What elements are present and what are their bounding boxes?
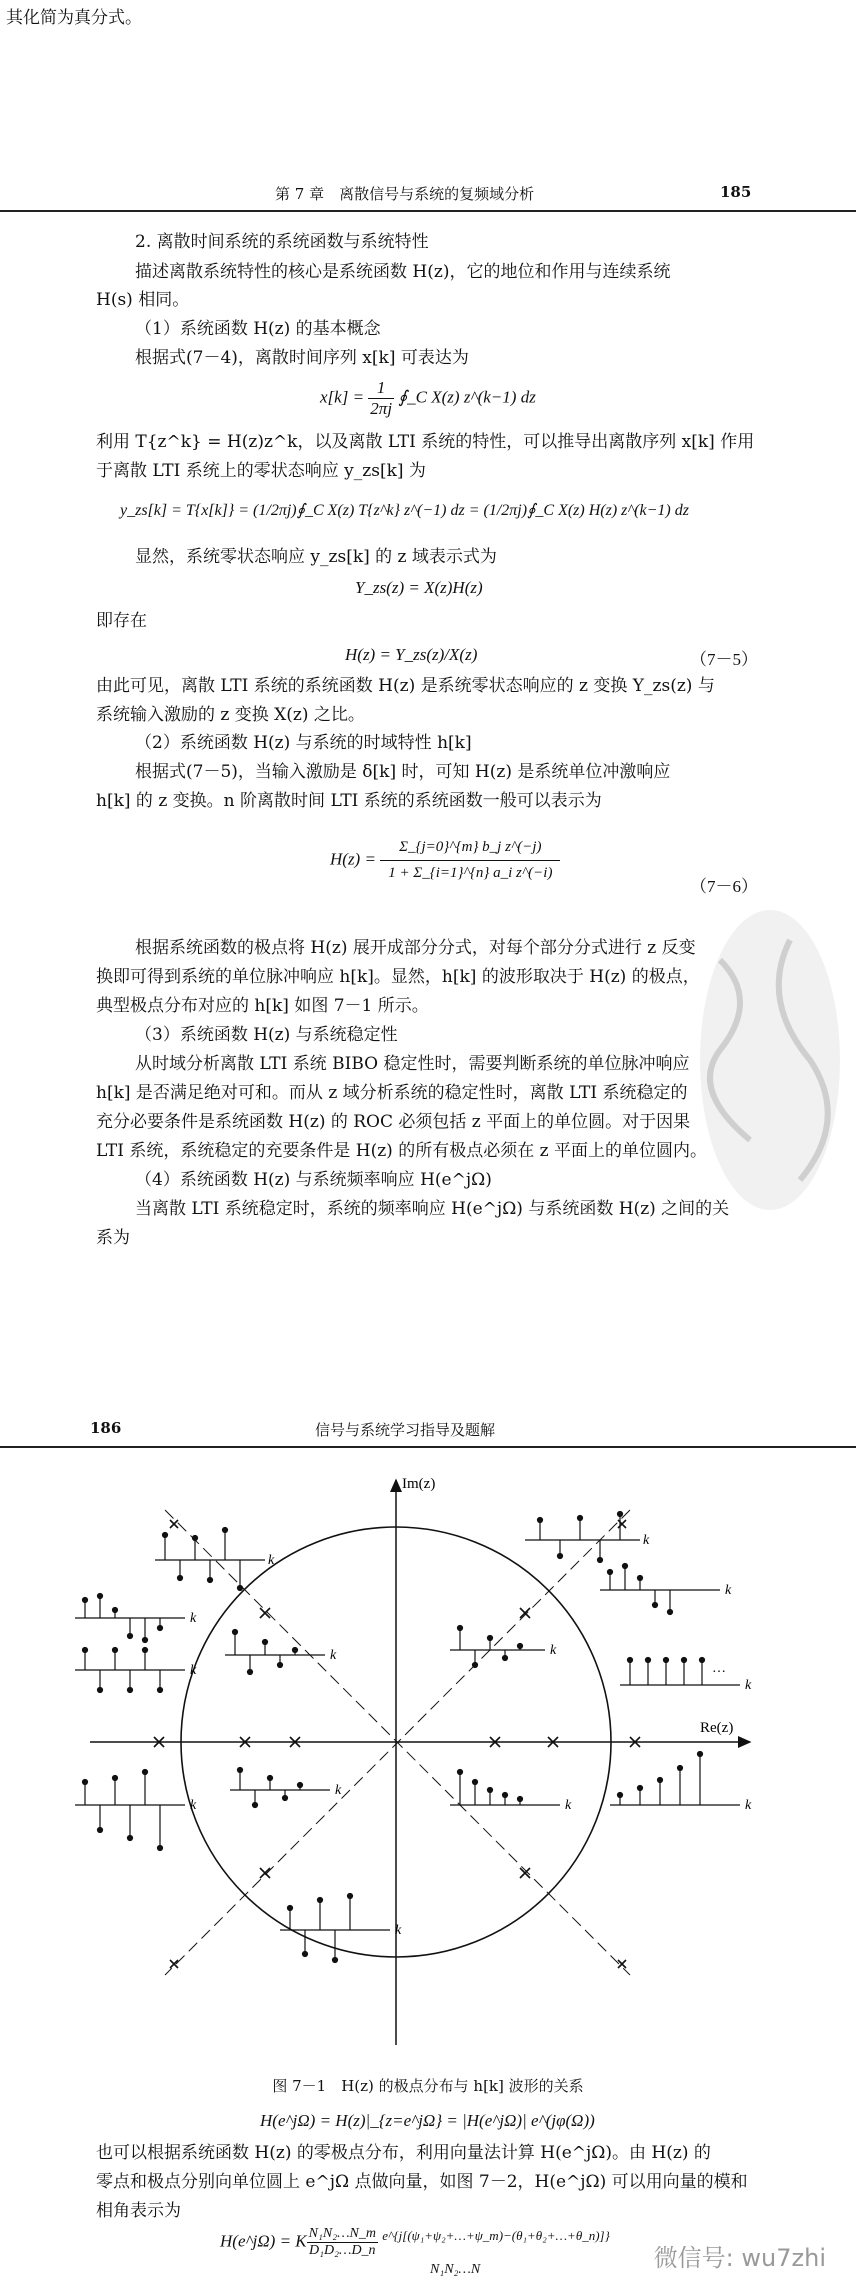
k-label-11: k [745, 1798, 752, 1813]
paragraph-11-line-3: 相角表示为 [96, 2201, 181, 2221]
page-185-number: 185 [720, 183, 752, 201]
equation-last-fragment: N₁N₂…N [430, 2262, 481, 2277]
stamp-watermark-graphic [680, 900, 850, 1220]
equation-7-6-fraction [380, 835, 560, 886]
ellipsis-label: … [712, 1661, 726, 1676]
paragraph-9-line-4: LTI 系统，系统稳定的充要条件是 H(z) 的所有极点必须在 z 平面上的单位圆内。 [96, 1141, 707, 1161]
equation-xk-rhs: ∮_C X(z) z^(k−1) dz [398, 387, 536, 407]
equation-7-6-denominator: 1 + Σ_{i=1}^{n} a_i z^(−i) [388, 865, 553, 881]
equation-yzs: y_zs[k] = T{x[k]} = (1/2πj)∮_C X(z) T{z^k} z^(−1) dz = (1/2πj)∮_C X(z) H(z) z^(k−1) dz [120, 502, 689, 519]
k-axis-labels [190, 1533, 752, 1938]
equation-xk-fraction [368, 378, 394, 419]
equation-vector-numerator: N₁N₂…N_m [308, 2226, 376, 2241]
figure-caption: 图 7－1 H(z) 的极点分布与 h[k] 波形的关系 [272, 2077, 584, 2095]
page-gap-2 [0, 1260, 856, 1410]
top-fragment: 其化简为真分式。 [6, 8, 142, 28]
paragraph-1-line-2: H(s) 相同。 [96, 290, 190, 310]
paragraph-3-line-1: 利用 T{z^k} = H(z)z^k，以及离散 LTI 系统的特性，可以推导出离散序列 x[k] 作用 [96, 432, 755, 452]
equation-xk-frac-num: 1 [368, 378, 394, 399]
k-label-5: k [190, 1798, 197, 1813]
subsection-2-title: （2）系统函数 H(z) 与系统的时域特性 h[k] [135, 733, 472, 753]
equation-7-6 [330, 835, 560, 886]
equation-7-5-number: （7－5） [690, 650, 758, 669]
equation-xk [320, 378, 536, 419]
paragraph-11-line-1: 也可以根据系统函数 H(z) 的零极点分布，利用向量法计算 H(e^jΩ)。由 H(z) 的 [96, 2143, 711, 2163]
paragraph-9-line-2: h[k] 是否满足绝对可和。而从 z 域分析系统的稳定性时，离散 LTI 系统稳定的 [96, 1083, 688, 1103]
paragraph-8-line-1: 根据系统函数的极点将 H(z) 展开成部分分式，对每个部分分式进行 z 反变 [135, 938, 696, 958]
equation-Yzs: Y_zs(z) = X(z)H(z) [355, 578, 483, 597]
k-label-9: k [565, 1798, 572, 1813]
equation-vector-fraction [307, 2226, 378, 2259]
k-label-1: k [268, 1553, 275, 1568]
imag-axis-label: Im(z) [402, 1476, 436, 1492]
paragraph-3-line-2: 于离散 LTI 系统上的零状态响应 y_zs[k] 为 [96, 461, 426, 481]
page-186-header-title: 信号与系统学习指导及题解 [315, 1421, 496, 1439]
equation-vector-denominator: D₁D₂…D_n [309, 2243, 376, 2258]
paragraph-1-line-1: 描述离散系统特性的核心是系统函数 H(z)，它的地位和作用与连续系统 [135, 262, 671, 282]
equation-xk-frac-den: 2πj [370, 399, 393, 418]
equation-7-6-lhs: H(z) = [330, 849, 381, 869]
k-label-10: k [745, 1678, 752, 1693]
equation-vector-form [220, 2226, 610, 2259]
section-2-title: 2. 离散时间系统的系统函数与系统特性 [135, 232, 429, 252]
equation-7-6-number: （7－6） [690, 877, 758, 896]
equation-frequency-response: H(e^jΩ) = H(z)|_{z=e^jΩ} = |H(e^jΩ)| e^(jφ(Ω)) [260, 2111, 595, 2130]
k-label-7: k [330, 1648, 337, 1663]
paragraph-6-line-2: 系统输入激励的 z 变换 X(z) 之比。 [96, 705, 365, 725]
equation-vector-lhs: H(e^jΩ) = K [220, 2231, 307, 2251]
paragraph-7-line-2: h[k] 的 z 变换。n 阶离散时间 LTI 系统的系统函数一般可以表示为 [96, 791, 602, 811]
k-label-12: k [725, 1583, 732, 1598]
header-rule-186 [0, 1446, 856, 1448]
equation-xk-lhs: x[k] = [320, 387, 369, 407]
paragraph-4: 显然，系统零状态响应 y_zs[k] 的 z 域表示式为 [135, 547, 497, 567]
k-label-8: k [550, 1643, 557, 1658]
impulse-response-sketches [75, 1512, 740, 1963]
paragraph-6-line-1: 由此可见，离散 LTI 系统的系统函数 H(z) 是系统零状态响应的 z 变换 Y_zs(z) 与 [96, 676, 715, 696]
subsection-4-title: （4）系统函数 H(z) 与系统频率响应 H(e^jΩ) [135, 1170, 492, 1190]
equation-7-5: H(z) = Y_zs(z)/X(z) [345, 645, 478, 664]
subsection-3-title: （3）系统函数 H(z) 与系统稳定性 [135, 1025, 398, 1045]
paragraph-10-line-2: 系为 [96, 1228, 130, 1248]
paragraph-8-line-3: 典型极点分布对应的 h[k] 如图 7－1 所示。 [96, 996, 429, 1016]
k-label-6: k [335, 1783, 342, 1798]
equation-vector-exponent: e^{j[(ψ₁+ψ₂+…+ψ_m)−(θ₁+θ₂+…+θ_n)]} [382, 2227, 610, 2243]
paragraph-7-line-1: 根据式(7－5)，当输入激励是 δ[k] 时，可知 H(z) 是系统单位冲激响应 [135, 762, 671, 782]
paragraph-9-line-3: 充分必要条件是系统函数 H(z) 的 ROC 必须包括 z 平面上的单位圆。对于因果 [96, 1112, 691, 1132]
paragraph-5: 即存在 [96, 611, 147, 631]
k-label-13: k [395, 1923, 402, 1938]
paragraph-8-line-2: 换即可得到系统的单位脉冲响应 h[k]。显然，h[k] 的波形取决于 H(z) 的极点， [96, 967, 700, 987]
wechat-watermark: 微信号: wu7zhi [653, 2244, 826, 2272]
pole-markers [154, 1520, 640, 1968]
subsection-1-title: （1）系统函数 H(z) 的基本概念 [135, 319, 381, 339]
header-rule-185 [0, 210, 856, 212]
paragraph-10-line-1: 当离散 LTI 系统稳定时，系统的频率响应 H(e^jΩ) 与系统函数 H(z) 之间的关 [135, 1199, 730, 1219]
paragraph-9-line-1: 从时域分析离散 LTI 系统 BIBO 稳定性时，需要判断系统的单位脉冲响应 [135, 1054, 690, 1074]
equation-7-6-numerator: Σ_{j=0}^{m} b_j z^(−j) [380, 835, 560, 861]
page-186-number: 186 [90, 1419, 122, 1437]
real-axis-label: Re(z) [700, 1720, 734, 1736]
k-label-3: k [190, 1611, 197, 1626]
pole-zero-figure [0, 1460, 856, 2060]
page-185-header-title: 第 7 章 离散信号与系统的复频域分析 [275, 185, 535, 203]
k-label-2: k [643, 1533, 650, 1548]
page-gap-1 [0, 40, 856, 180]
k-label-4: k [190, 1663, 197, 1678]
paragraph-11-line-2: 零点和极点分别向单位圆上 e^jΩ 点做向量，如图 7－2，H(e^jΩ) 可以用向量的模和 [96, 2172, 748, 2192]
paragraph-2: 根据式(7－4)，离散时间序列 x[k] 可表达为 [135, 348, 469, 368]
